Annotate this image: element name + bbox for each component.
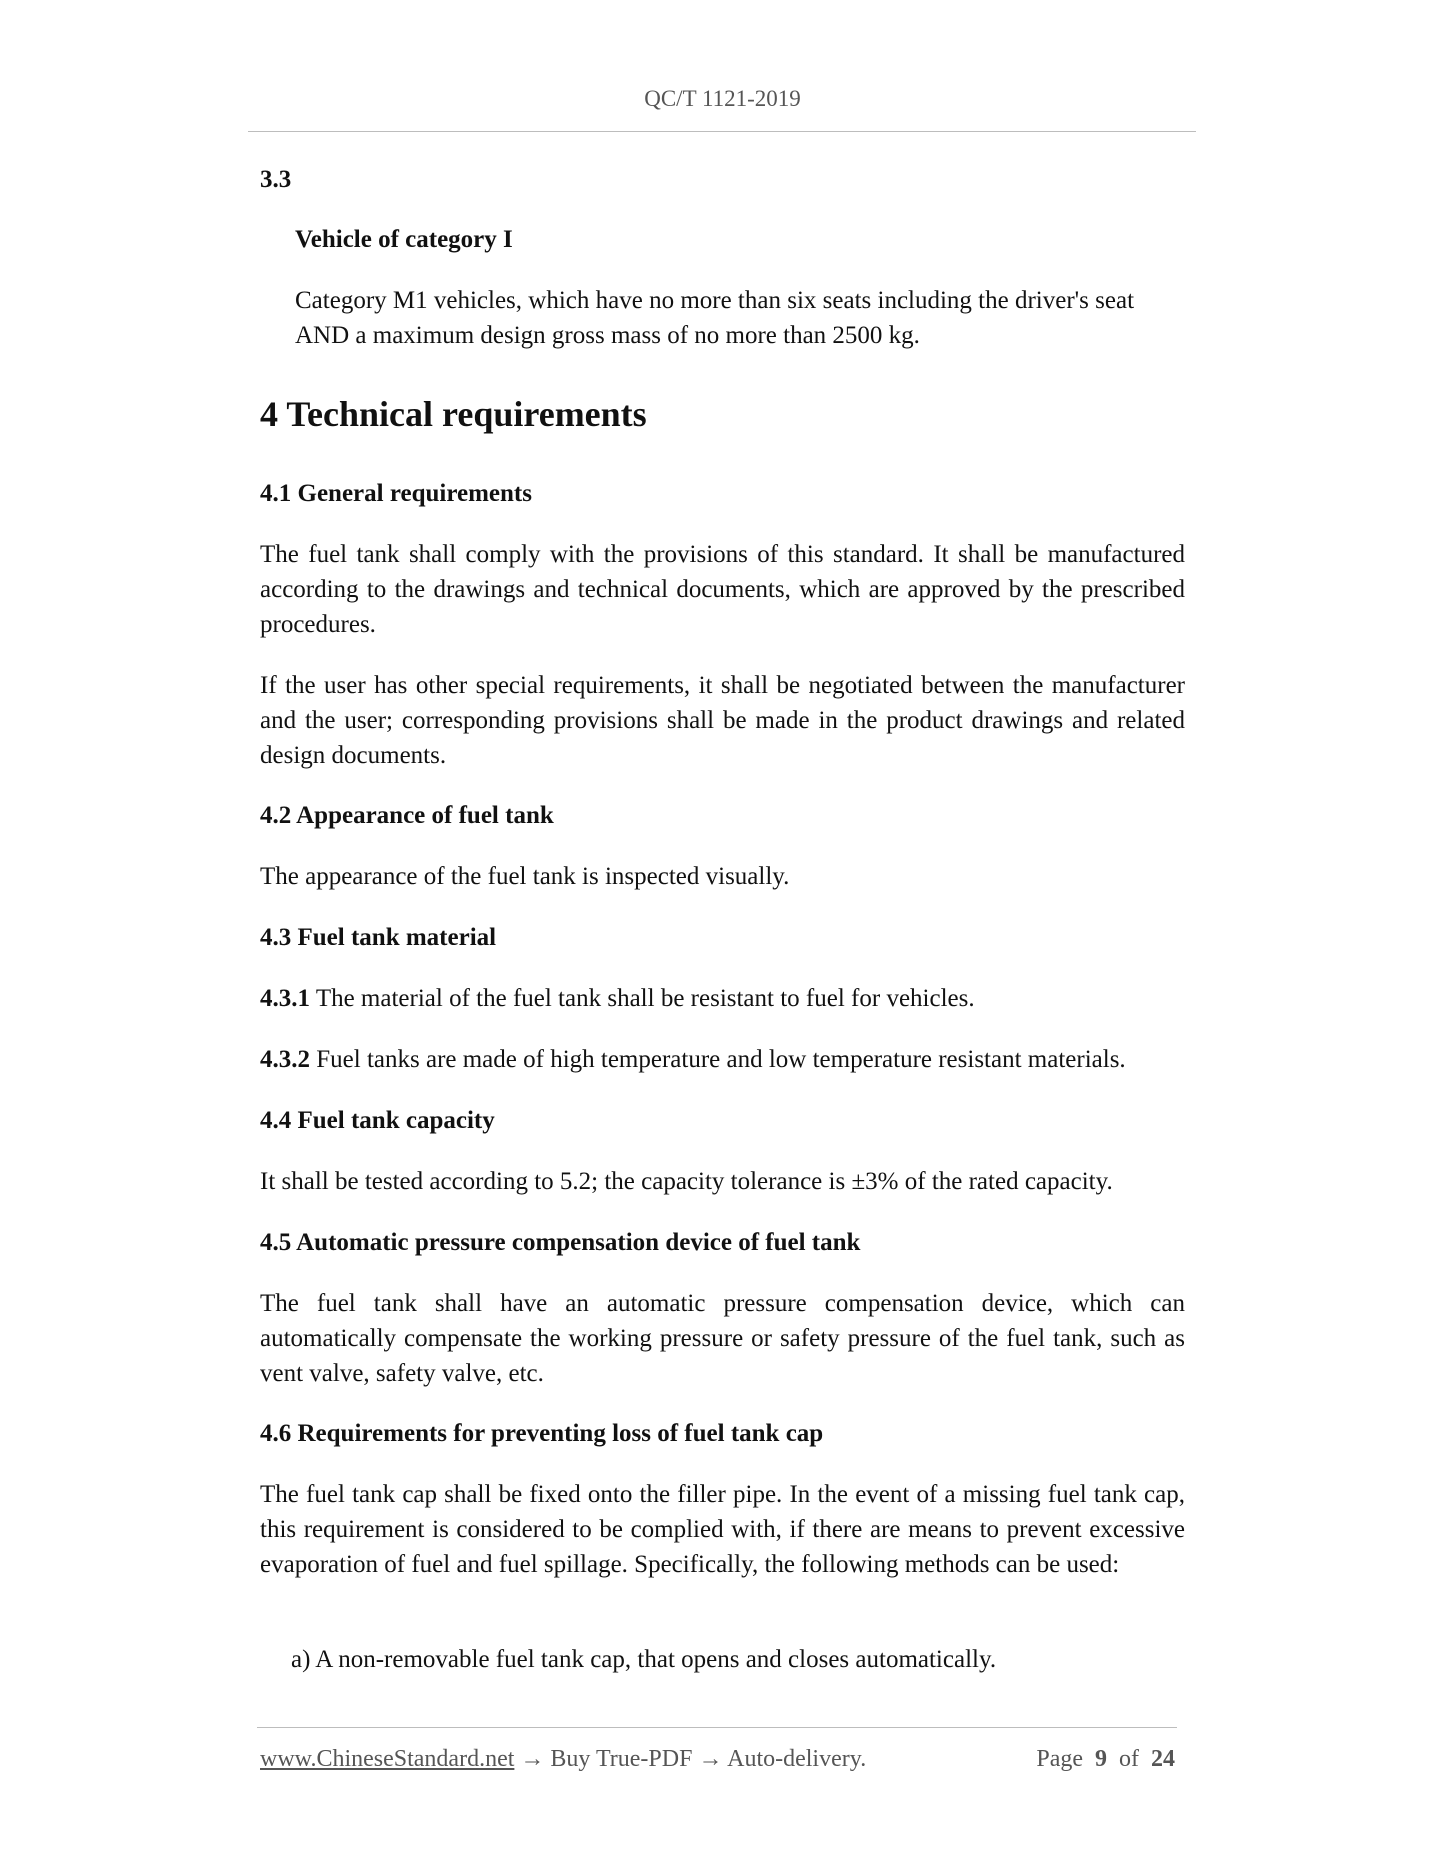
heading-4-1: 4.1 General requirements — [260, 480, 532, 507]
clause-number-3-3: 3.3 — [260, 166, 292, 193]
page-current: 9 — [1095, 1746, 1107, 1772]
heading-4-3: 4.3 Fuel tank material — [260, 924, 497, 951]
clause-4-3-2 — [260, 1042, 1185, 1077]
page-footer — [260, 1746, 1175, 1773]
clause-4-3-2-number: 4.3.2 — [260, 1046, 310, 1073]
clause-4-3-1 — [260, 981, 1185, 1016]
heading-4-6: 4.6 Requirements for preventing loss of fuel tank cap — [260, 1420, 824, 1447]
website-link[interactable]: www.ChineseStandard.net — [260, 1746, 515, 1772]
paragraph-4-5: The fuel tank shall have an automatic pressure compensation device, which can automatically compensate the working pressure or safety pressure of the fuel tank, such as vent valve, safety valve, etc. — [260, 1290, 1185, 1387]
page-of-label: of — [1119, 1746, 1139, 1772]
heading-4-2: 4.2 Appearance of fuel tank — [260, 802, 554, 829]
paragraph-4-1-a: The fuel tank shall comply with the provisions of this standard. It shall be manufactured according to the drawings and technical documents, which are approved by the prescribed procedures. — [260, 541, 1185, 638]
paragraph-4-6: The fuel tank cap shall be fixed onto the filler pipe. In the event of a missing fuel tank cap, this requirement is considered to be complied with, if there are means to prevent excessive evaporation of fuel and fuel spillage. Specifically, the following methods can be used: — [260, 1481, 1185, 1578]
header-divider — [248, 131, 1196, 132]
paragraph-4-2: The appearance of the fuel tank is inspected visually. — [260, 863, 790, 890]
section-4-heading: 4 Technical requirements — [260, 394, 647, 434]
term-definition: Category M1 vehicles, which have no more than six seats including the driver's seat AND a maximum design gross mass of no more than 2500 kg. — [295, 287, 1135, 349]
clause-4-3-2-text: Fuel tanks are made of high temperature and low temperature resistant materials. — [316, 1046, 1126, 1073]
heading-4-5: 4.5 Automatic pressure compensation device of fuel tank — [260, 1229, 861, 1256]
page-total: 24 — [1151, 1746, 1175, 1772]
footer-tagline: → Buy True-PDF → Auto-delivery. — [514, 1746, 867, 1772]
clause-4-3-1-text: The material of the fuel tank shall be resistant to fuel for vehicles. — [315, 985, 975, 1012]
paragraph-4-1-b: If the user has other special requirements, it shall be negotiated between the manufacturer and the user; corresponding provisions shall be made in the product drawings and related design documents. — [260, 672, 1185, 769]
page-header-title: QC/T 1121-2019 — [644, 86, 801, 111]
clause-4-3-1-number: 4.3.1 — [260, 985, 310, 1012]
list-item-a: a) A non-removable fuel tank cap, that opens and closes automatically. — [291, 1646, 997, 1673]
term-heading: Vehicle of category I — [295, 226, 513, 253]
page-label: Page — [1036, 1746, 1083, 1772]
paragraph-4-4: It shall be tested according to 5.2; the capacity tolerance is ±3% of the rated capacity. — [260, 1168, 1113, 1195]
page-indicator — [1036, 1746, 1175, 1773]
heading-4-4: 4.4 Fuel tank capacity — [260, 1107, 495, 1134]
footer-divider — [257, 1727, 1177, 1728]
